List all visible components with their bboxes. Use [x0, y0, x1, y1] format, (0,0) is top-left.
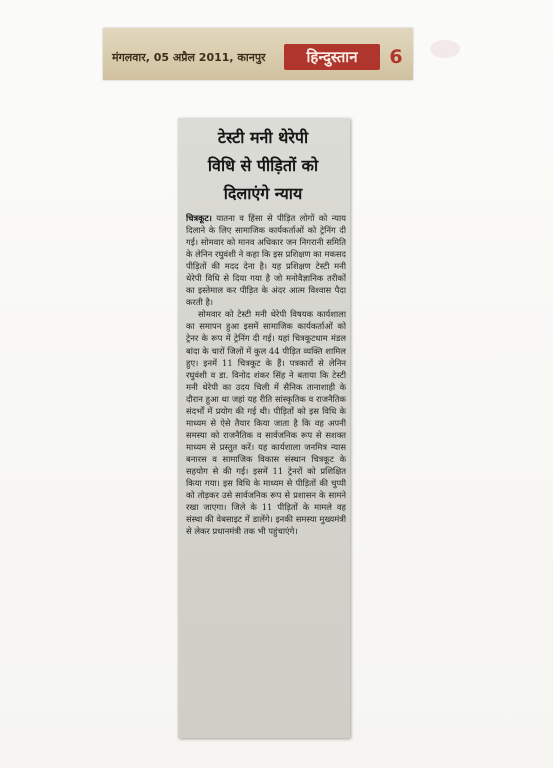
headline-line-1: टेस्टी मनी थेरेपी	[217, 128, 309, 147]
ink-smudge	[430, 40, 460, 58]
masthead-date-line: मंगलवार, 05 अप्रैल 2011, कानपुर	[112, 51, 266, 64]
paragraph-1-text: यातना व हिंसा से पीड़ित लोगों को न्याय दिलाने के लिए सामाजिक कार्यकर्ताओं को ट्रेनिंग दी गई। सोमवार को मानव अधिकार जन निगरानी समिति के लेनिन रघुवंशी ने कहा कि इस प्रशिक्षण का मकसद पीड़ितों की मदद देना है। यह प्रशिक्षण टेस्टी मनी थेरेपी विधि से दिया गया है जो मनोवैज्ञानिक तरीकों का इस्तेमाल कर पीड़ित के अंदर आत्म विश्वास पैदा करती है।	[186, 213, 346, 308]
article-dateline: चित्रकूट।	[186, 213, 212, 223]
article-body	[186, 212, 346, 736]
newspaper-brand-logo: हिन्दुस्तान	[284, 44, 380, 70]
article-paragraph-1	[186, 212, 346, 308]
page-number: 6	[389, 46, 403, 68]
article-paragraph-2: सोमवार को टेस्टी मनी थेरेपी विषयक कार्यशाला का समापन हुआ इसमें सामाजिक कार्यकर्ताओं को ट्रेनर के रूप में ट्रेनिंग दी गई। यहां चित्रकूटधाम मंडल बांदा के चारों जिलों में कुल 44 पीड़ित व्यक्ति शामिल हुए। इनमें 11 चित्रकूट के हैं। पत्रकारों से लेनिन रघुवंशी व डा. विनोद शंकर सिंह ने बताया कि टेस्टी मनी थेरेपी का उदय चिली में सैनिक तानाशाही के दौरान हुआ था जहां यह रीति सांस्कृतिक व राजनैतिक संदर्भों में प्रयोग की गई थी। पीड़ितों को इस विधि के माध्यम से ऐसे तैयार किया जाता है कि वह अपनी समस्या को राजनैतिक व सार्वजनिक रूप से सशक्त माध्यम से प्रस्तुत करें। यह कार्यशाला जनमित्र न्यास बनारस व सामाजिक विकास संस्थान चित्रकूट के सहयोग से की गई। इसमें 11 ट्रेनरों को प्रशिक्षित किया गया। इस विधि के माध्यम से पीड़ितों की चुप्पी को तोड़कर उसे सार्वजनिक रूप से प्रशासन के सामने रखा जाएगा। जिले के 11 पीड़ितों के मामले वह संस्था की वेबसाइट में डालेंगे। इनकी समस्या मुख्यमंत्री से लेकर प्रधानमंत्री तक भी पहुंचाएंगे।	[186, 309, 346, 537]
headline-line-3: दिलाएंगे न्याय	[223, 184, 303, 203]
article-headline	[184, 124, 342, 212]
headline-line-2: विधि से पीड़ितों को	[207, 156, 319, 175]
